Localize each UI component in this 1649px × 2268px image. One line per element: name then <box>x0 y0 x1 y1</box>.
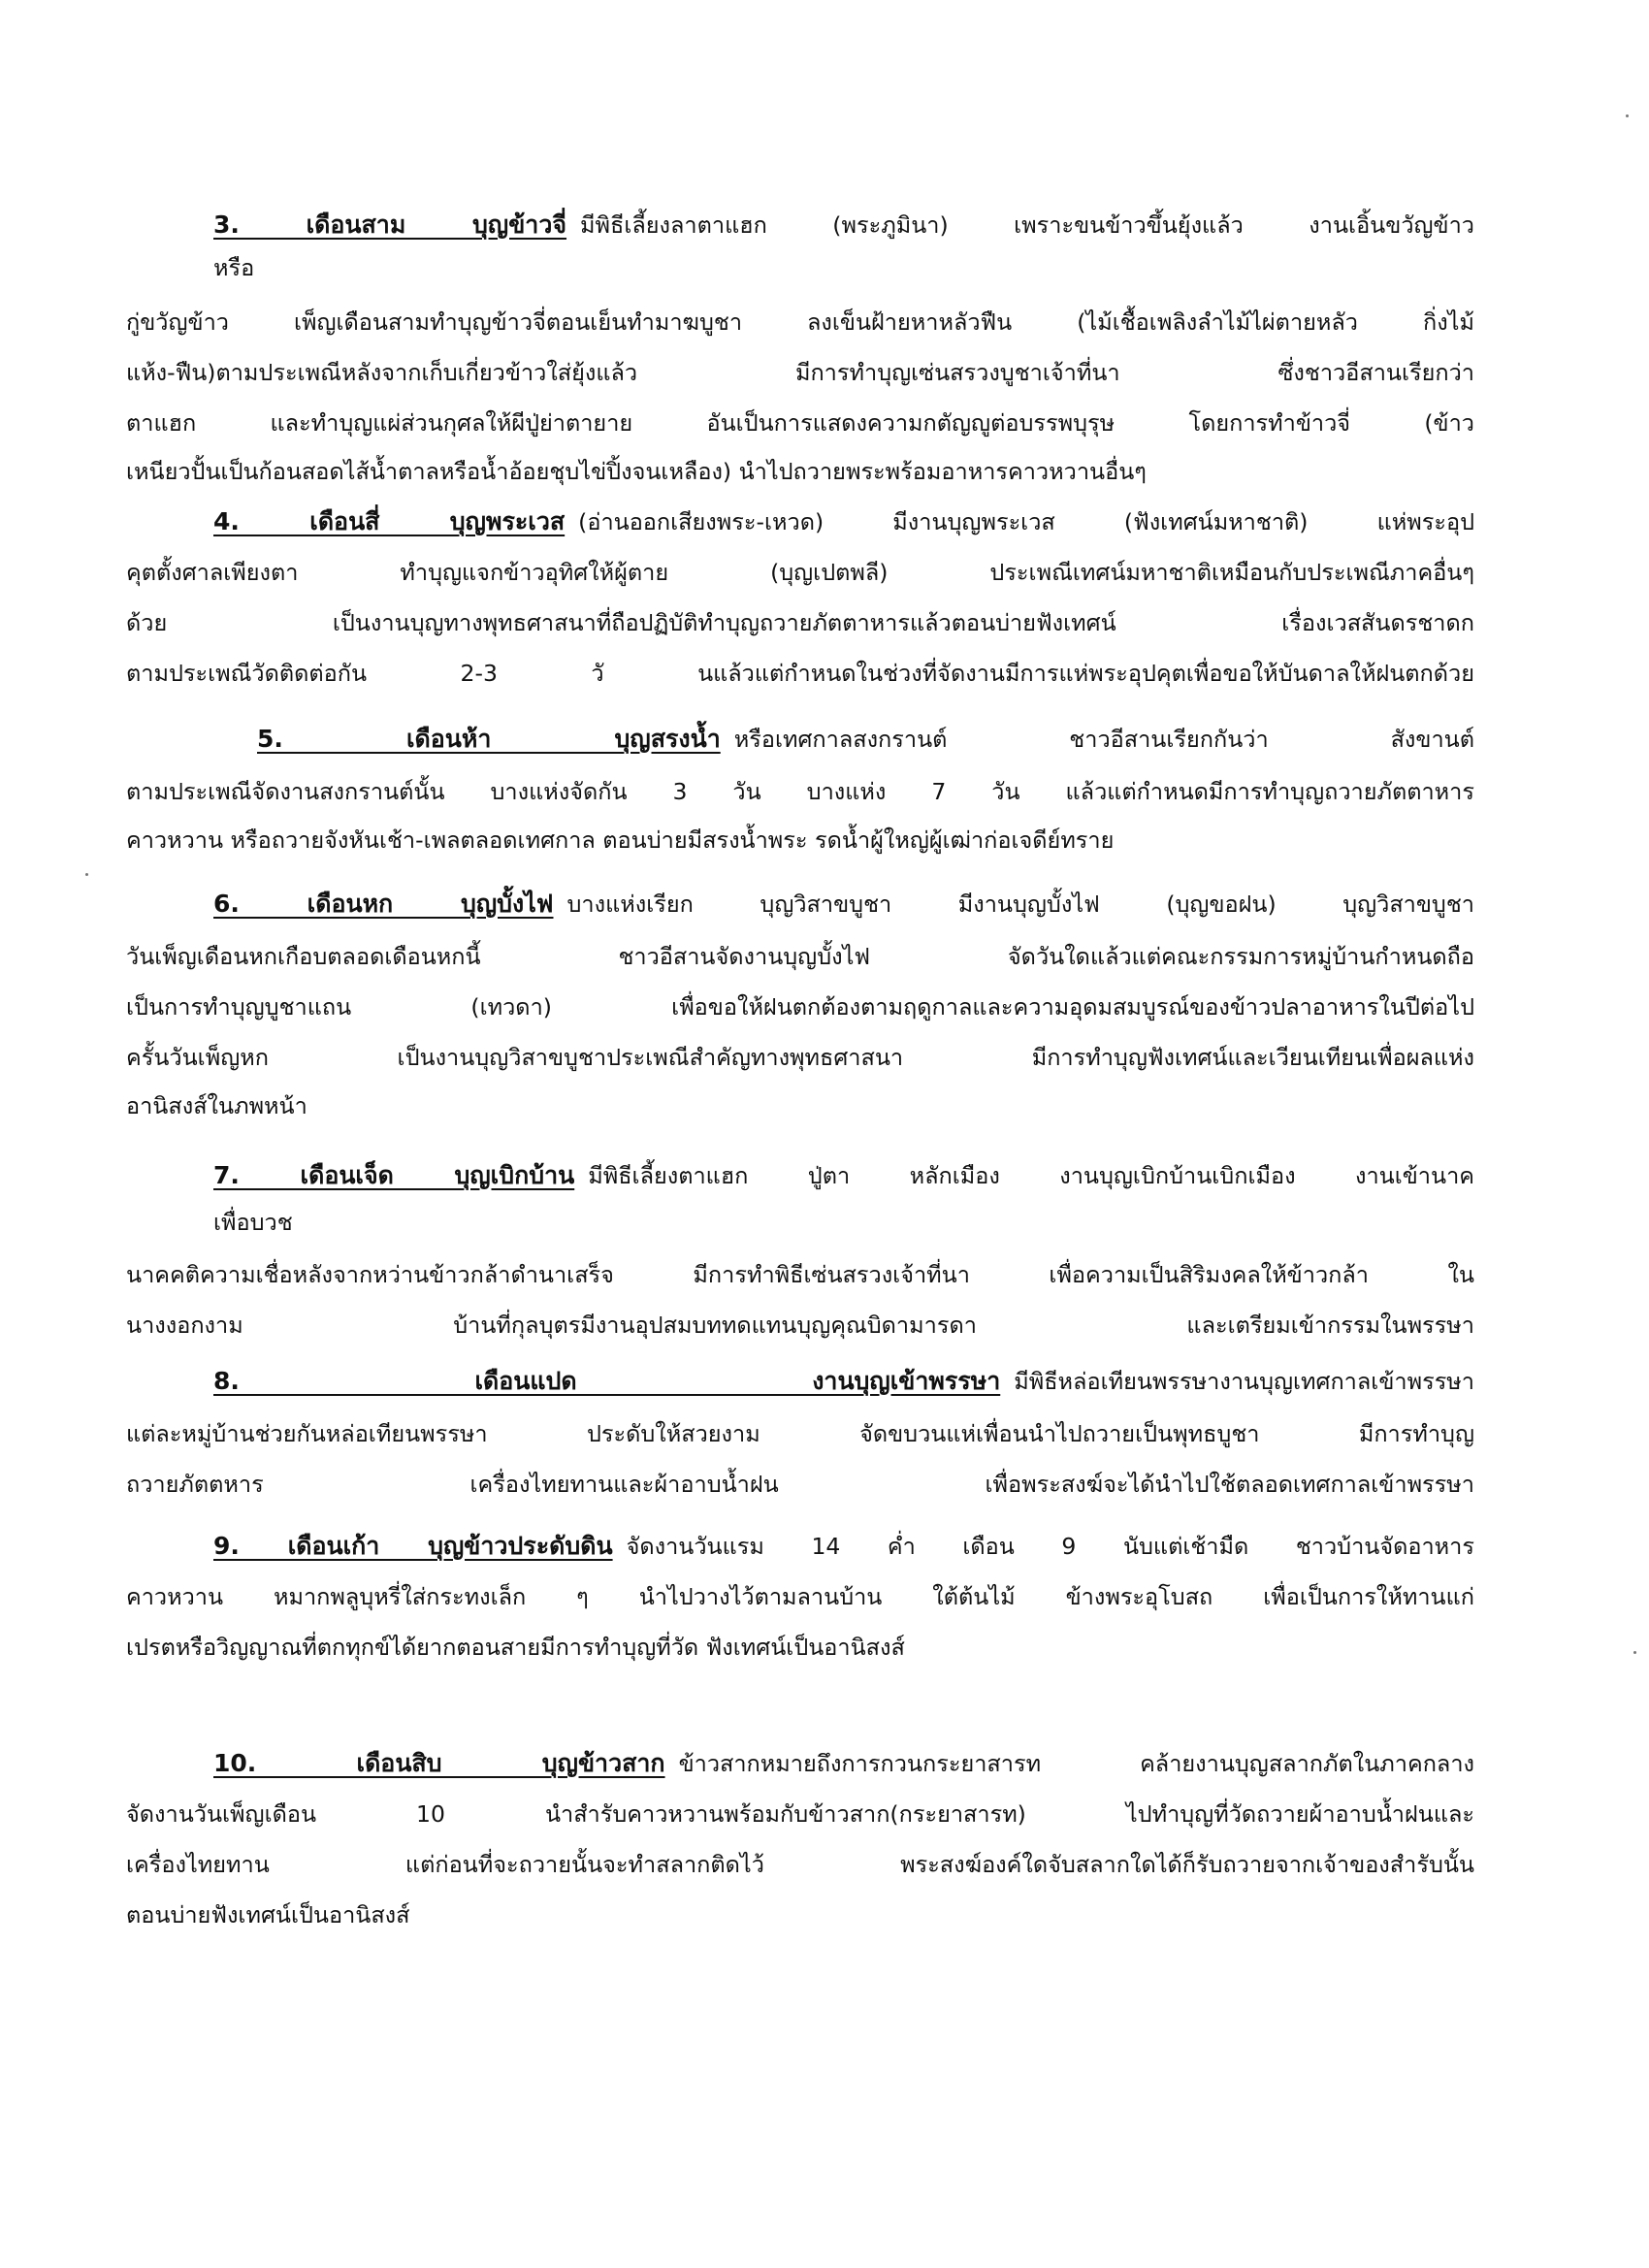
scan-speck <box>85 873 88 876</box>
section-6-line: อานิสงส์ในภพหน้า <box>126 1092 307 1119</box>
section-6-line: วันเพ็ญเดือนหกเกือบตลอดเดือนหกนี้ ชาวอีสานจัดงานบุญบั้งไฟ จัดวันใดแล้วแต่คณะกรรมการหมู่บ้านกำหนดถือ <box>126 943 1474 970</box>
section-7-line: นาคคติความเชื่อหลังจากหว่านข้าวกล้าดำนาเสร็จ มีการทำพิธีเซ่นสรวงเจ้าที่นา เพื่อความเป็นสิริมงคลให้ข้าวกล้า ใน <box>126 1261 1474 1288</box>
section-3-line: เหนียวปั้นเป็นก้อนสอดไส้น้ำตาลหรือน้ำอ้อยชุบไข่ปิ้งจนเหลือง) นำไปถวายพระพร้อมอาหารคาวหวานอื่นๆ <box>126 458 1147 485</box>
section-6-text: บางแห่งเรียก บุญวิสาขบูชา มีงานบุญบั้งไฟ (บุญขอฝน) บุญวิสาขบูชา <box>566 891 1474 918</box>
section-8-heading: 8. เดือนแปด งานบุญเข้าพรรษา <box>213 1367 1001 1395</box>
section-3-line: หรือ <box>213 254 255 281</box>
section-3-line: ตาแฮก และทำบุญแผ่ส่วนกุศลให้ผีปู่ย่าตายาย อันเป็นการแสดงความกตัญญูต่อบรรพบุรุษ โดยการทำข้าวจี่ (ข้าว <box>126 409 1474 437</box>
section-6-first-line <box>213 885 1474 929</box>
scan-speck <box>1633 1651 1636 1654</box>
section-5-line: คาวหวาน หรือถวายจังหันเช้า-เพลตลอดเทศกาล ตอนบ่ายมีสรงน้ำพระ รดน้ำผู้ใหญ่ผู้เฒ่าก่อเจดีย์ทราย <box>126 826 1115 854</box>
section-3-first-line <box>213 206 1474 250</box>
section-4-heading: 4. เดือนสี่ บุญพระเวส <box>213 507 566 535</box>
section-6-heading: 6. เดือนหก บุญบั้งไฟ <box>213 890 554 918</box>
section-8-first-line <box>213 1362 1474 1407</box>
section-10-text: ข้าวสากหมายถึงการกวนกระยาสารท คล้ายงานบุญสลากภัตในภาคกลาง <box>678 1750 1474 1777</box>
section-4-first-line <box>213 502 1474 547</box>
scan-speck <box>1626 114 1629 117</box>
section-10-first-line <box>213 1744 1474 1789</box>
section-10-line: ตอนบ่ายฟังเทศน์เป็นอานิสงส์ <box>126 1901 410 1928</box>
section-7-text: มีพิธีเลี้ยงตาแฮก ปู่ตา หลักเมือง งานบุญเบิกบ้านเบิกเมือง งานเข้านาค <box>588 1162 1474 1189</box>
section-5-line: ตามประเพณีจัดงานสงกรานต์นั้น บางแห่งจัดกัน 3 วัน บางแห่ง 7 วัน แล้วแต่กำหนดมีการทำบุญถวายภัตตาหาร <box>126 778 1474 805</box>
section-9-first-line <box>213 1527 1474 1571</box>
section-4-line: ตามประเพณีวัดติดต่อกัน 2-3 วั นแล้วแต่กำหนดในช่วงที่จัดงานมีการแห่พระอุปคุตเพื่อขอให้บันดาลให้ฝนตกด้วย <box>126 660 1474 687</box>
section-10-heading: 10. เดือนสิบ บุญข้าวสาก <box>213 1749 665 1777</box>
section-3-text: มีพิธีเลี้ยงลาตาแฮก (พระภูมินา) เพราะขนข้าวขึ้นยุ้งแล้ว งานเอิ้นขวัญข้าว <box>580 211 1474 239</box>
section-5-text: หรือเทศกาลสงกรานต์ ชาวอีสานเรียกกันว่า สังขานต์ <box>733 726 1474 753</box>
section-10-line: จัดงานวันเพ็ญเดือน 10 นำสำรับคาวหวานพร้อมกับข้าวสาก(กระยาสารท) ไปทำบุญที่วัดถวายผ้าอาบน้ำฝนและ <box>126 1800 1474 1828</box>
section-5-first-line <box>257 720 1474 764</box>
section-6-line: ครั้นวันเพ็ญหก เป็นงานบุญวิสาขบูชาประเพณีสำคัญทางพุทธศาสนา มีการทำบุญฟังเทศน์และเวียนเทียนเพื่อผลแห่ง <box>126 1044 1474 1071</box>
section-3-heading: 3. เดือนสาม บุญข้าวจี่ <box>213 211 567 239</box>
section-3-line: แห้ง-ฟืน)ตามประเพณีหลังจากเก็บเกี่ยวข้าวใส่ยุ้งแล้ว มีการทำบุญเซ่นสรวงบูชาเจ้าที่นา ซึ่งชาวอีสานเรียกว่า <box>126 359 1474 386</box>
section-4-line: ด้วย เป็นงานบุญทางพุทธศาสนาที่ถือปฏิบัติทำบุญถวายภัตตาหารแล้วตอนบ่ายฟังเทศน์ เรื่องเวสสันดรชาดก <box>126 609 1474 636</box>
section-7-line: นางงอกงาม บ้านที่กุลบุตรมีงานอุปสมบททดแทนบุญคุณบิดามารดา และเตรียมเข้ากรรมในพรรษา <box>126 1312 1474 1339</box>
section-4-line: คุตตั้งศาลเพียงตา ทำบุญแจกข้าวอุทิศให้ผู้ตาย (บุญเปตพลี) ประเพณีเทศน์มหาชาติเหมือนกับประเพณีภาคอื่นๆ <box>126 559 1474 586</box>
section-7-line: เพื่อบวช <box>213 1209 293 1236</box>
section-9-text: จัดงานวันแรม 14 ค่ำ เดือน 9 นับแต่เช้ามืด ชาวบ้านจัดอาหาร <box>626 1533 1474 1560</box>
section-8-text: มีพิธีหล่อเทียนพรรษางานบุญเทศกาลเข้าพรรษา <box>1014 1368 1474 1395</box>
section-8-line: แต่ละหมู่บ้านช่วยกันหล่อเทียนพรรษา ประดับให้สวยงาม จัดขบวนแห่เพื่อนนำไปถวายเป็นพุทธบูชา มีการทำบุญ <box>126 1420 1474 1447</box>
section-6-line: เป็นการทำบุญบูชาแถน (เทวดา) เพื่อขอให้ฝนตกต้องตามฤดูกาลและความอุดมสมบูรณ์ของข้าวปลาอาหารในปีต่อไป <box>126 993 1474 1021</box>
section-4-text: (อ่านออกเสียงพระ-เหวด) มีงานบุญพระเวส (ฟังเทศน์มหาชาติ) แห่พระอุป <box>578 508 1474 535</box>
section-7-first-line <box>213 1156 1474 1201</box>
section-5-heading: 5. เดือนห้า บุญสรงน้ำ <box>257 725 721 753</box>
section-3-line: กู่ขวัญข้าว เพ็ญเดือนสามทำบุญข้าวจี่ตอนเย็นทำมาฆบูชา ลงเข็นฝ้ายหาหลัวฟืน (ไม้เชื้อเพลิงลำไม้ไผ่ตายหลัว กิ่งไม้ <box>126 308 1474 336</box>
section-9-heading: 9. เดือนเก้า บุญข้าวประดับดิน <box>213 1532 613 1560</box>
section-10-line: เครื่องไทยทาน แต่ก่อนที่จะถวายนั้นจะทำสลากติดไว้ พระสงฆ์องค์ใดจับสลากใดได้ก็รับถวายจากเจ้าของสำรับนั้น <box>126 1851 1474 1878</box>
section-9-line: คาวหวาน หมากพลูบุหรี่ใส่กระทงเล็ก ๆ นำไปวางไว้ตามลานบ้าน ใต้ต้นไม้ ข้างพระอุโบสถ เพื่อเป็นการให้ทานแก่ <box>126 1583 1474 1610</box>
section-8-line: ถวายภัตตหาร เครื่องไทยทานและผ้าอาบน้ำฝน เพื่อพระสงฆ์จะได้นำไปใช้ตลอดเทศกาลเข้าพรรษา <box>126 1471 1474 1498</box>
section-9-line: เปรตหรือวิญญาณที่ตกทุกข์ได้ยากตอนสายมีการทำบุญที่วัด ฟังเทศน์เป็นอานิสงส์ <box>126 1634 905 1661</box>
section-7-heading: 7. เดือนเจ็ด บุญเบิกบ้าน <box>213 1161 575 1189</box>
